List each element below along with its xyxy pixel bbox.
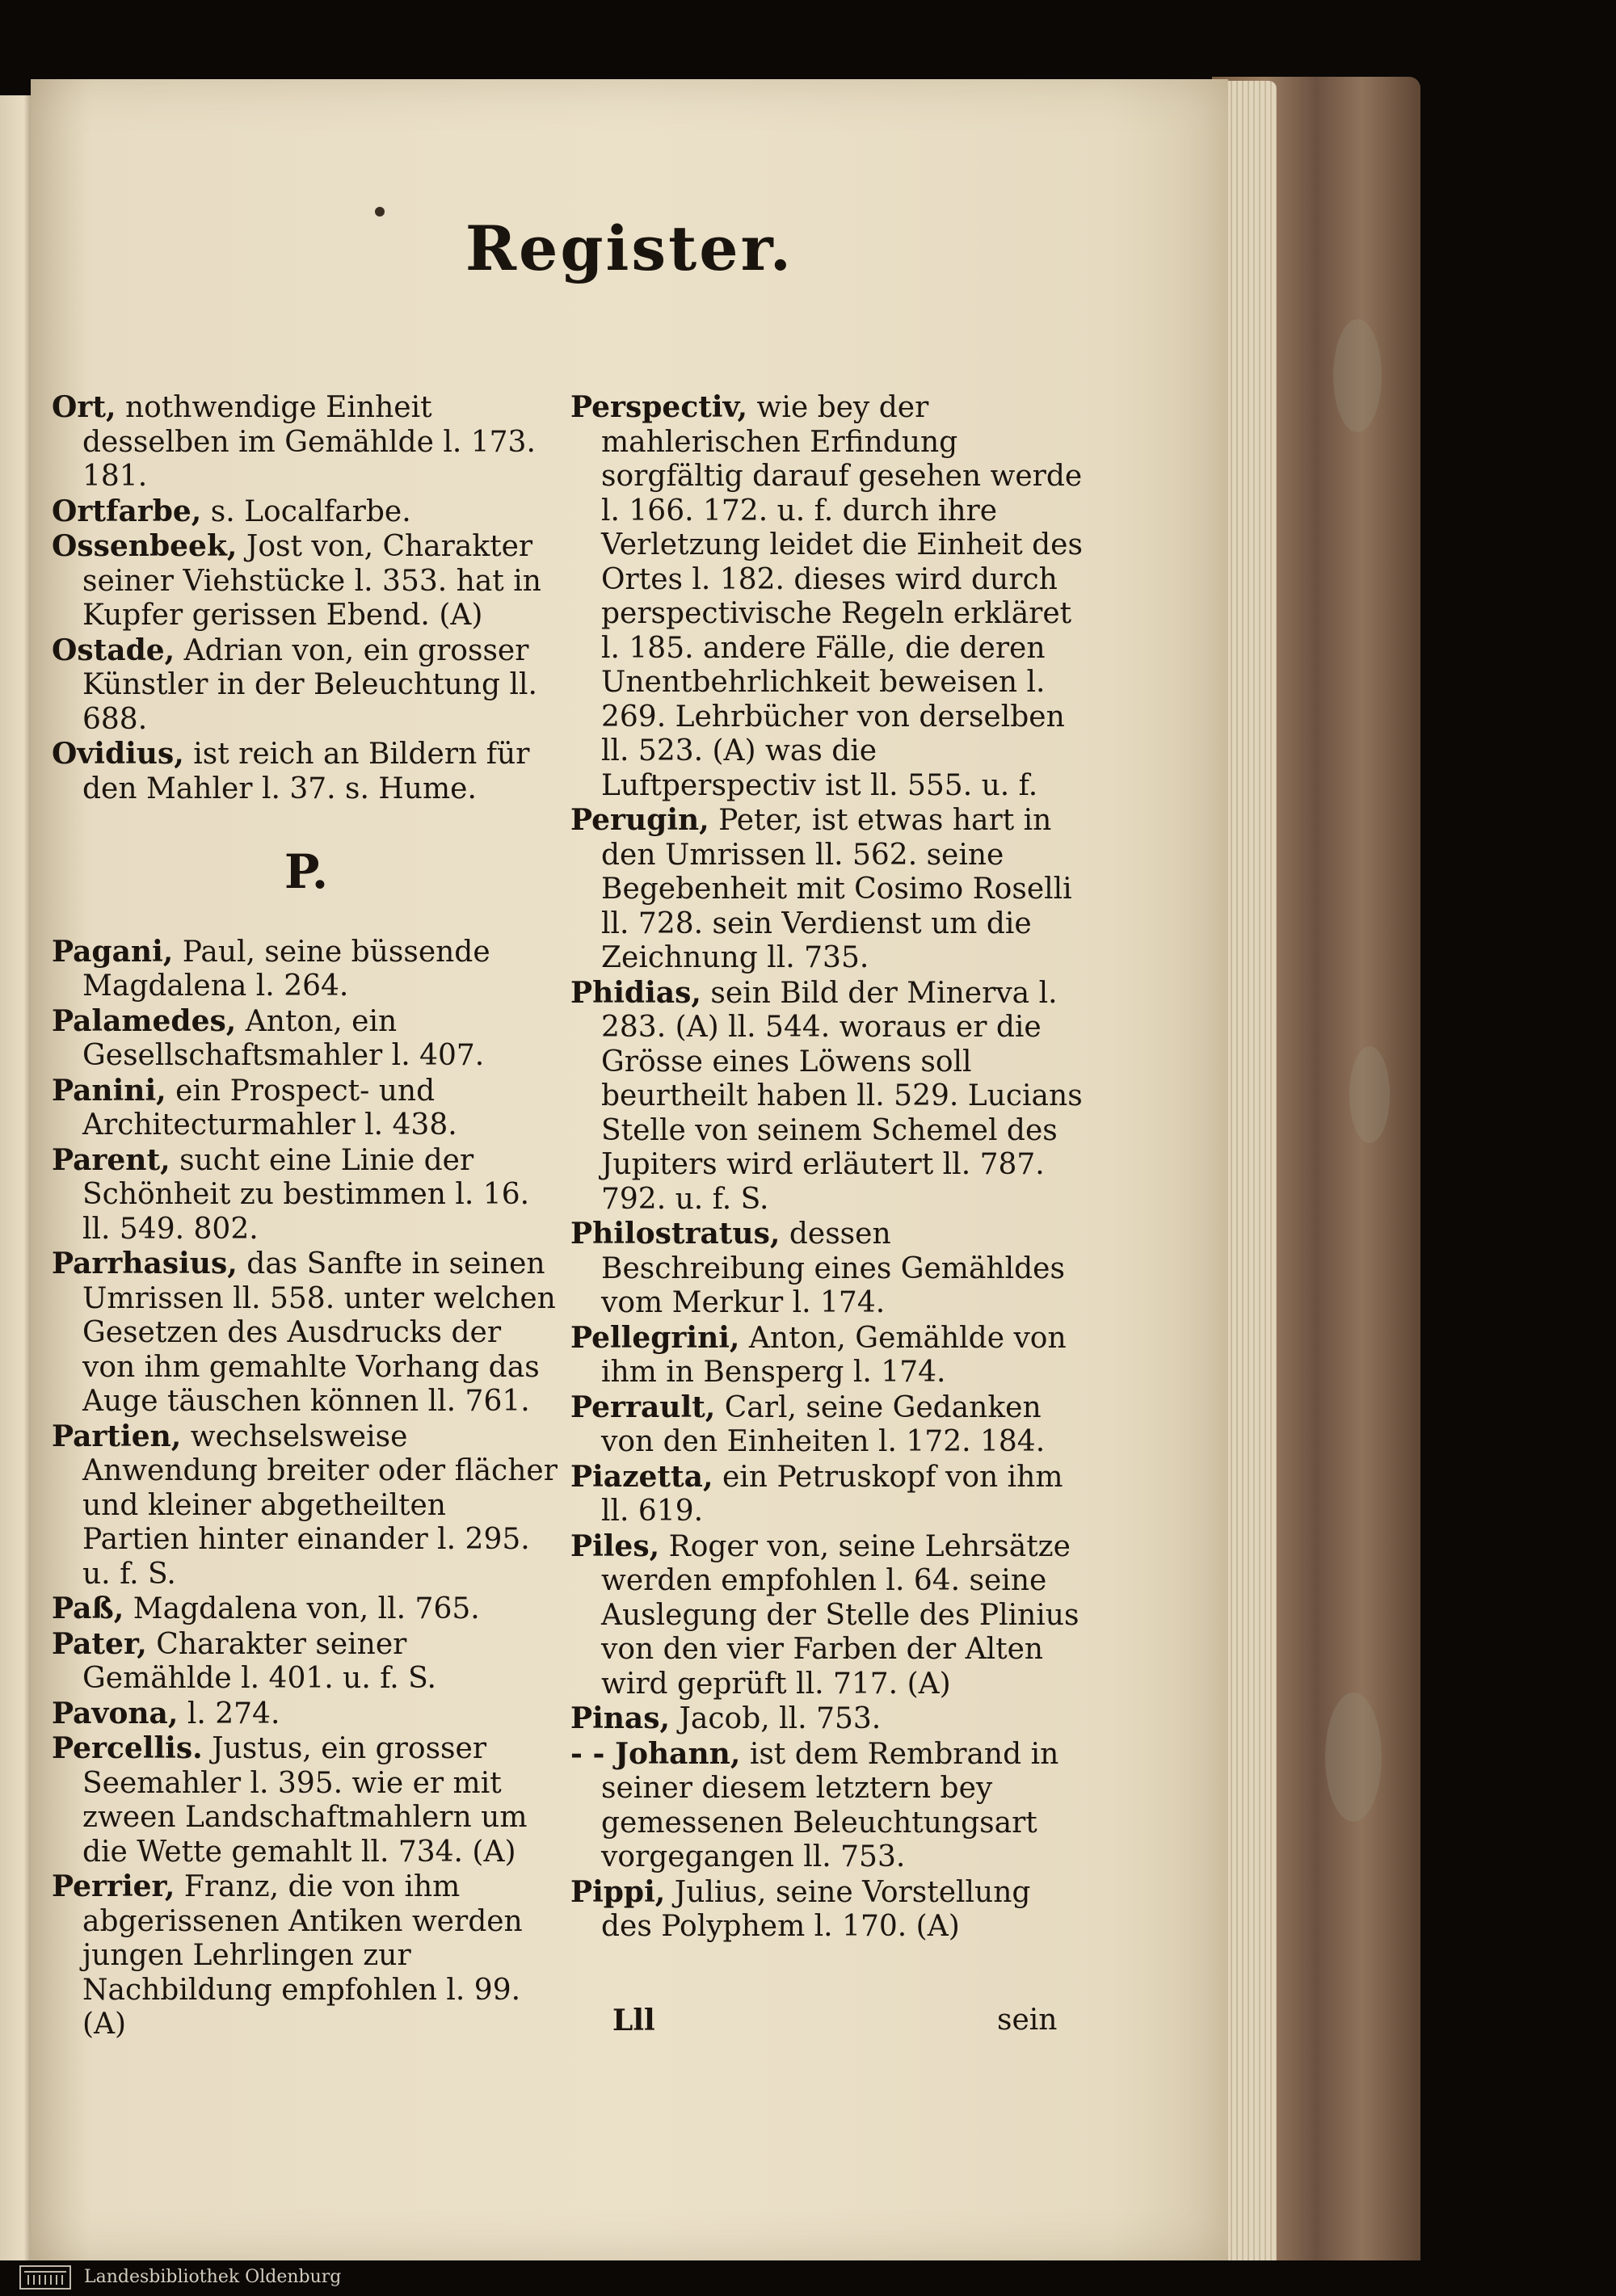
index-entry: Piazetta, ein Petruskopf von ihm ll. 619.	[570, 1459, 1063, 1528]
cover-stain	[1349, 1046, 1390, 1143]
index-entry: Pippi, Julius, seine Vorstellung des Polyphem l. 170. (A)	[570, 1874, 1031, 1943]
index-entry: - - Johann, ist dem Rembrand in seiner diesem letztern bey gemessenen Beleuchtungsart vorgegangen ll. 753.	[570, 1736, 1059, 1873]
index-entry: Pellegrini, Anton, Gemählde von ihm in Bensperg l. 174.	[570, 1320, 1067, 1389]
index-entry: Ovidius, ist reich an Bildern für den Mahler l. 37. s. Hume.	[52, 737, 530, 805]
cover-stain	[1333, 319, 1382, 432]
index-entry: Pagani, Paul, seine büssende Magdalena l. 264.	[52, 934, 490, 1003]
index-entry: Ortfarbe, s. Localfarbe.	[52, 494, 411, 528]
page-title: Register.	[465, 212, 794, 284]
index-entry: Pavona, l. 274.	[52, 1696, 280, 1730]
index-entry: Philostratus, dessen Beschreibung eines Gemähldes vom Merkur l. 174.	[570, 1217, 1065, 1319]
index-entry: Piles, Roger von, seine Lehrsätze werden empfohlen l. 64. seine Auslegung der Stelle des Plinius von den vier Farben der Alten wird geprüft ll. 717. (A)	[570, 1529, 1079, 1701]
index-entry: Perugin, Peter, ist etwas hart in den Umrissen ll. 562. seine Begebenheit mit Cosimo Roselli ll. 728. sein Verdienst um die Zeichnung ll. 735.	[570, 803, 1072, 974]
index-entry: Perrault, Carl, seine Gedanken von den Einheiten l. 172. 184.	[570, 1390, 1046, 1458]
index-entry: Panini, ein Prospect- und Architecturmahler l. 438.	[52, 1073, 457, 1142]
library-name: Landesbibliothek Oldenburg	[84, 2267, 342, 2287]
cover-stain	[1325, 1693, 1382, 1822]
index-entry: Palamedes, Anton, ein Gesellschaftsmahler l. 407.	[52, 1003, 485, 1072]
catchword: sein	[997, 2004, 1058, 2037]
footer-bar	[0, 2260, 1616, 2296]
index-entry: Perspectiv, wie bey der mahlerischen Erfindung sorgfältig darauf gesehen werde l. 166. 172. u. f. durch ihre Verletzung leidet die Einheit des Ortes l. 182. dieses wird durch perspectivische Regeln erkläret l. 185. andere Fälle, die deren Unentbehrlichkeit beweisen l. 269. Lehrbücher von derselben ll. 523. (A) was die Luftperspectiv ist ll. 555. u. f.	[570, 390, 1083, 802]
index-entry: Ostade, Adrian von, ein grosser Künstler in der Beleuchtung ll. 688.	[52, 633, 537, 736]
index-entry: Phidias, sein Bild der Minerva l. 283. (A) ll. 544. woraus er die Grösse eines Löwens soll beurtheilt haben ll. 529. Lucians Stelle von seinem Schemel des Jupiters wird erläutert ll. 787. 792. u. f. S.	[570, 975, 1083, 1216]
left-column	[52, 390, 561, 2042]
right-column	[570, 390, 1088, 1945]
index-entry: Ossenbeek, Jost von, Charakter seiner Viehstücke l. 353. hat in Kupfer gerissen Ebend. (A)	[52, 529, 541, 632]
index-entry: Percellis. Justus, ein grosser Seemahler l. 395. wie er mit zween Landschaftmahlern um die Wette gemahlt ll. 734. (A)	[52, 1731, 528, 1869]
index-entry: Paß, Magdalena von, ll. 765.	[52, 1592, 480, 1625]
book-page	[31, 79, 1228, 2260]
index-entry: Parent, sucht eine Linie der Schönheit zu bestimmen l. 16. ll. 549. 802.	[52, 1142, 530, 1246]
index-entry: Pater, Charakter seiner Gemählde l. 401. u. f. S.	[52, 1626, 436, 1695]
index-entry: Partien, wechselsweise Anwendung breiter oder flächer und kleiner abgetheilten Partien hinter einander l. 295. u. f. S.	[52, 1419, 558, 1591]
index-entry: Pinas, Jacob, ll. 753.	[570, 1701, 882, 1735]
signature-mark: Lll	[612, 2004, 655, 2037]
section-letter: P.	[284, 844, 329, 899]
index-entry: Ort, nothwendige Einheit desselben im Gemählde l. 173. 181.	[52, 390, 536, 493]
index-entry: Perrier, Franz, die von ihm abgerissenen Antiken werden jungen Lehrlingen zur Nachbildung empfohlen l. 99. (A)	[52, 1869, 523, 2041]
index-entry: Parrhasius, das Sanfte in seinen Umrissen ll. 558. unter welchen Gesetzen des Ausdrucks der von ihm gemahlte Vorhang das Auge täuschen können ll. 761.	[52, 1247, 556, 1418]
library-building-icon	[19, 2265, 71, 2290]
